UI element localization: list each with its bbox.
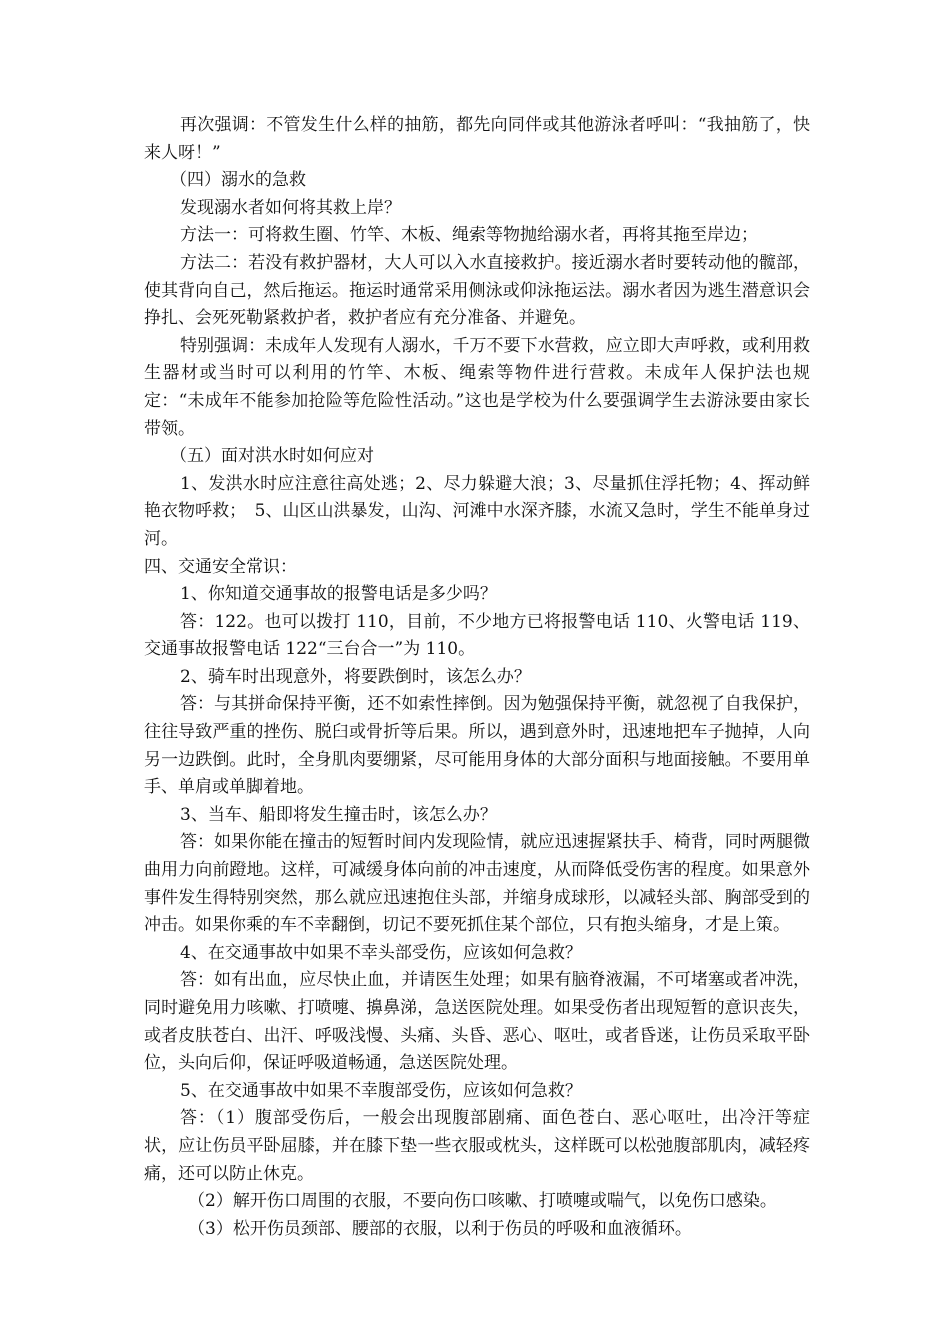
answer-3: 答：如果你能在撞击的短暂时间内发现险情，就应迅速握紧扶手、椅背，同时两腿微曲用力向前蹬地。这样，可减缓身体向前的冲击速度，从而降低受伤害的程度。如果意外事件发生得特别突然，那么就应迅速抱住头部，并缩身成球形，以减轻头部、胸部受到的冲击。如果你乘的车不幸翻倒，切记不要死抓住某个部位，只有抱头缩身，才是上策。 <box>144 832 810 936</box>
question-3: 3、当车、船即将发生撞击时，该怎么办？ <box>180 804 497 825</box>
answer-5-part-3: （3）松开伤员颈部、腰部的衣服，以利于伤员的呼吸和血液循环。 <box>188 1218 692 1239</box>
answer-1: 答：122。也可以拨打 110，目前，不少地方已将报警电话 110、火警电话 119、交通事故报警电话 122“三台合一”为 110。 <box>144 611 810 660</box>
paragraph-flood-tips: 1、发洪水时应注意往高处逃；2、尽力躲避大浪；3、尽量抓住浮托物；4、挥动鲜艳衣物呼救； 5、山区山洪暴发，山沟、河滩中水深齐膝，水流又急时，学生不能单身过河。 <box>144 473 810 549</box>
section-heading-flood: （五）面对洪水时如何应对 <box>170 446 374 467</box>
question-2: 2、骑车时出现意外，将要跌倒时，该怎么办？ <box>180 666 531 687</box>
document-page <box>144 112 810 1243</box>
answer-5-part-1: 答：（1）腹部受伤后，一般会出现腹部剧痛、面色苍白、恶心呕吐，出冷汗等症状，应让伤员平卧屈膝，并在膝下垫一些衣服或枕头，这样既可以松弛腹部肌肉，减轻疼痛，还可以防止休克。 <box>144 1108 810 1184</box>
paragraph-special-emphasis: 特别强调：未成年人发现有人溺水，千万不要下水营救，应立即大声呼救，或利用救生器材或当时可以利用的竹竿、木板、绳索等物件进行营救。未成年人保护法也规定：“未成年不能参加抢险等危险性活动。”这也是学校为什么要强调学生去游泳要由家长带领。 <box>144 335 810 439</box>
question-1: 1、你知道交通事故的报警电话是多少吗？ <box>180 584 497 605</box>
answer-4: 答：如有出血，应尽快止血，并请医生处理；如果有脑脊液漏，不可堵塞或者冲洗，同时避免用力咳嗽、打喷嚏、擤鼻涕，急送医院处理。如果受伤者出现短暂的意识丧失，或者皮肤苍白、出汗、呼吸浅慢、头痛、头昏、恶心、呕吐，或者昏迷，让伤员采取平卧位，头向后仰，保证呼吸道畅通，急送医院处理。 <box>144 970 810 1074</box>
question-5: 5、在交通事故中如果不幸腹部受伤，应该如何急救？ <box>180 1080 582 1101</box>
paragraph-method-two: 方法二：若没有救护器材，大人可以入水直接救护。接近溺水者时要转动他的髋部，使其背向自己，然后拖运。拖运时通常采用侧泳或仰泳拖运法。溺水者因为逃生潜意识会挣扎、会死死勒紧救护者，救护者应有充分准备、并避免。 <box>144 252 810 329</box>
paragraph-method-one: 方法一：可将救生圈、竹竿、木板、绳索等物抛给溺水者，再将其拖至岸边； <box>180 225 758 246</box>
question-4: 4、在交通事故中如果不幸头部受伤，应该如何急救？ <box>180 942 582 963</box>
answer-2: 答：与其拼命保持平衡，还不如索性摔倒。因为勉强保持平衡，就忽视了自我保护，往往导致严重的挫伤、脱臼或骨折等后果。所以，遇到意外时，迅速地把车子抛掉，人向另一边跌倒。此时，全身肌肉要绷紧，尽可能用身体的大部分面积与地面接触。不要用单手、单肩或单脚着地。 <box>144 694 810 798</box>
section-heading-drowning: （四）溺水的急救 <box>170 170 306 191</box>
paragraph-cramp-emphasis: 再次强调：不管发生什么样的抽筋，都先向同伴或其他游泳者呼叫：“我抽筋了，快来人呀！” <box>144 115 810 163</box>
paragraph-question-rescue: 发现溺水者如何将其救上岸？ <box>180 197 401 218</box>
section-heading-traffic: 四、交通安全常识： <box>144 556 297 577</box>
answer-5-part-2: （2）解开伤口周围的衣服，不要向伤口咳嗽、打喷嚏或喘气，以免伤口感染。 <box>188 1191 777 1212</box>
